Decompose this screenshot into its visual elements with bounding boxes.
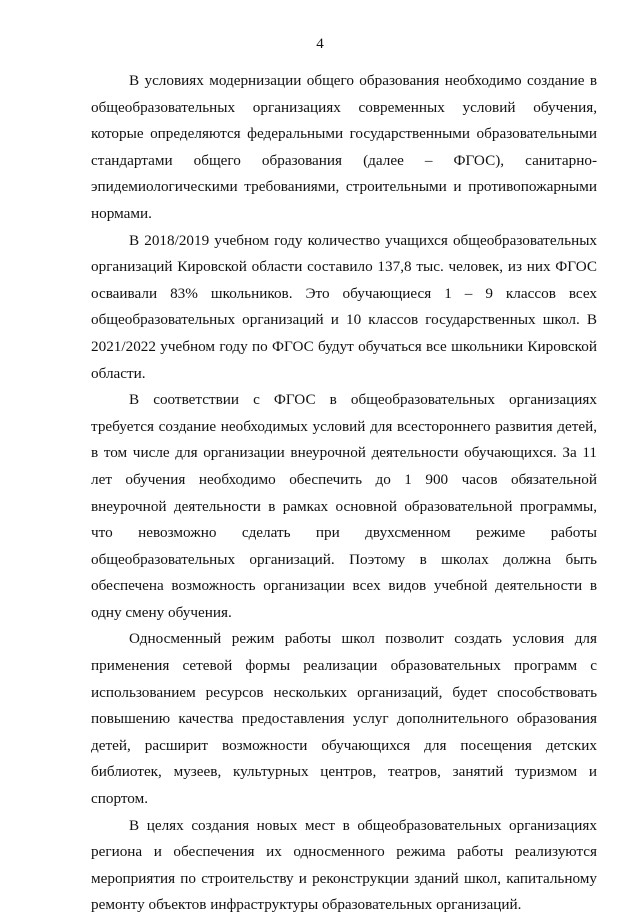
paragraph-2: В 2018/2019 учебном году количество учащихся общеобразовательных организаций Кировской области составило 137,8 тыс. человек, из них ФГОС осваивали 83% школьников. Это обучающиеся 1 – 9 классов всех общеобразовательных организаций и 10 классов государственных школ. В 2021/2022 учебном году по ФГОС будут обучаться все школьники Кировской области.	[91, 231, 597, 382]
page-number: 4	[316, 36, 324, 52]
paragraph-3: В соответствии с ФГОС в общеобразовательных организациях требуется создание необходимых условий для всестороннего развития детей, в том числе для организации внеурочной деятельности обучающихся. За 11 лет обучения необходимо обеспечить до 1 900 часов обязательной внеурочной деятельности в рамках основной образовательной программы, что невозможно сделать при двухсменном режиме работы общеобразовательных организаций. Поэтому в школах должна быть обеспечена возможность организации всех видов учебной деятельности в одну смену обучения.	[91, 391, 597, 621]
paragraph-1: В условиях модернизации общего образования необходимо создание в общеобразовательных организациях современных условий обучения, которые определяются федеральными государственными образовательными стандартами общего образования (далее – ФГОС), санитарно-эпидемиологическими требованиями, строительными и противопожарными нормами.	[91, 72, 597, 222]
paragraph-4: Односменный режим работы школ позволит создать условия для применения сетевой формы реализации образовательных программ с использованием ресурсов нескольких организаций, будет способствовать повышению качества предоставления услуг дополнительного образования детей, расширит возможности обучающихся для посещения детских библиотек, музеев, культурных центров, театров, занятий туризмом и спортом.	[91, 630, 597, 808]
paragraph-5: В целях создания новых мест в общеобразовательных организациях региона и обеспечения их односменного режима работы реализуются мероприятия по строительству и реконструкции зданий школ, капитальному ремонту объектов инфраструктуры образовательных организаций.	[91, 816, 597, 914]
document-body	[91, 68, 597, 919]
